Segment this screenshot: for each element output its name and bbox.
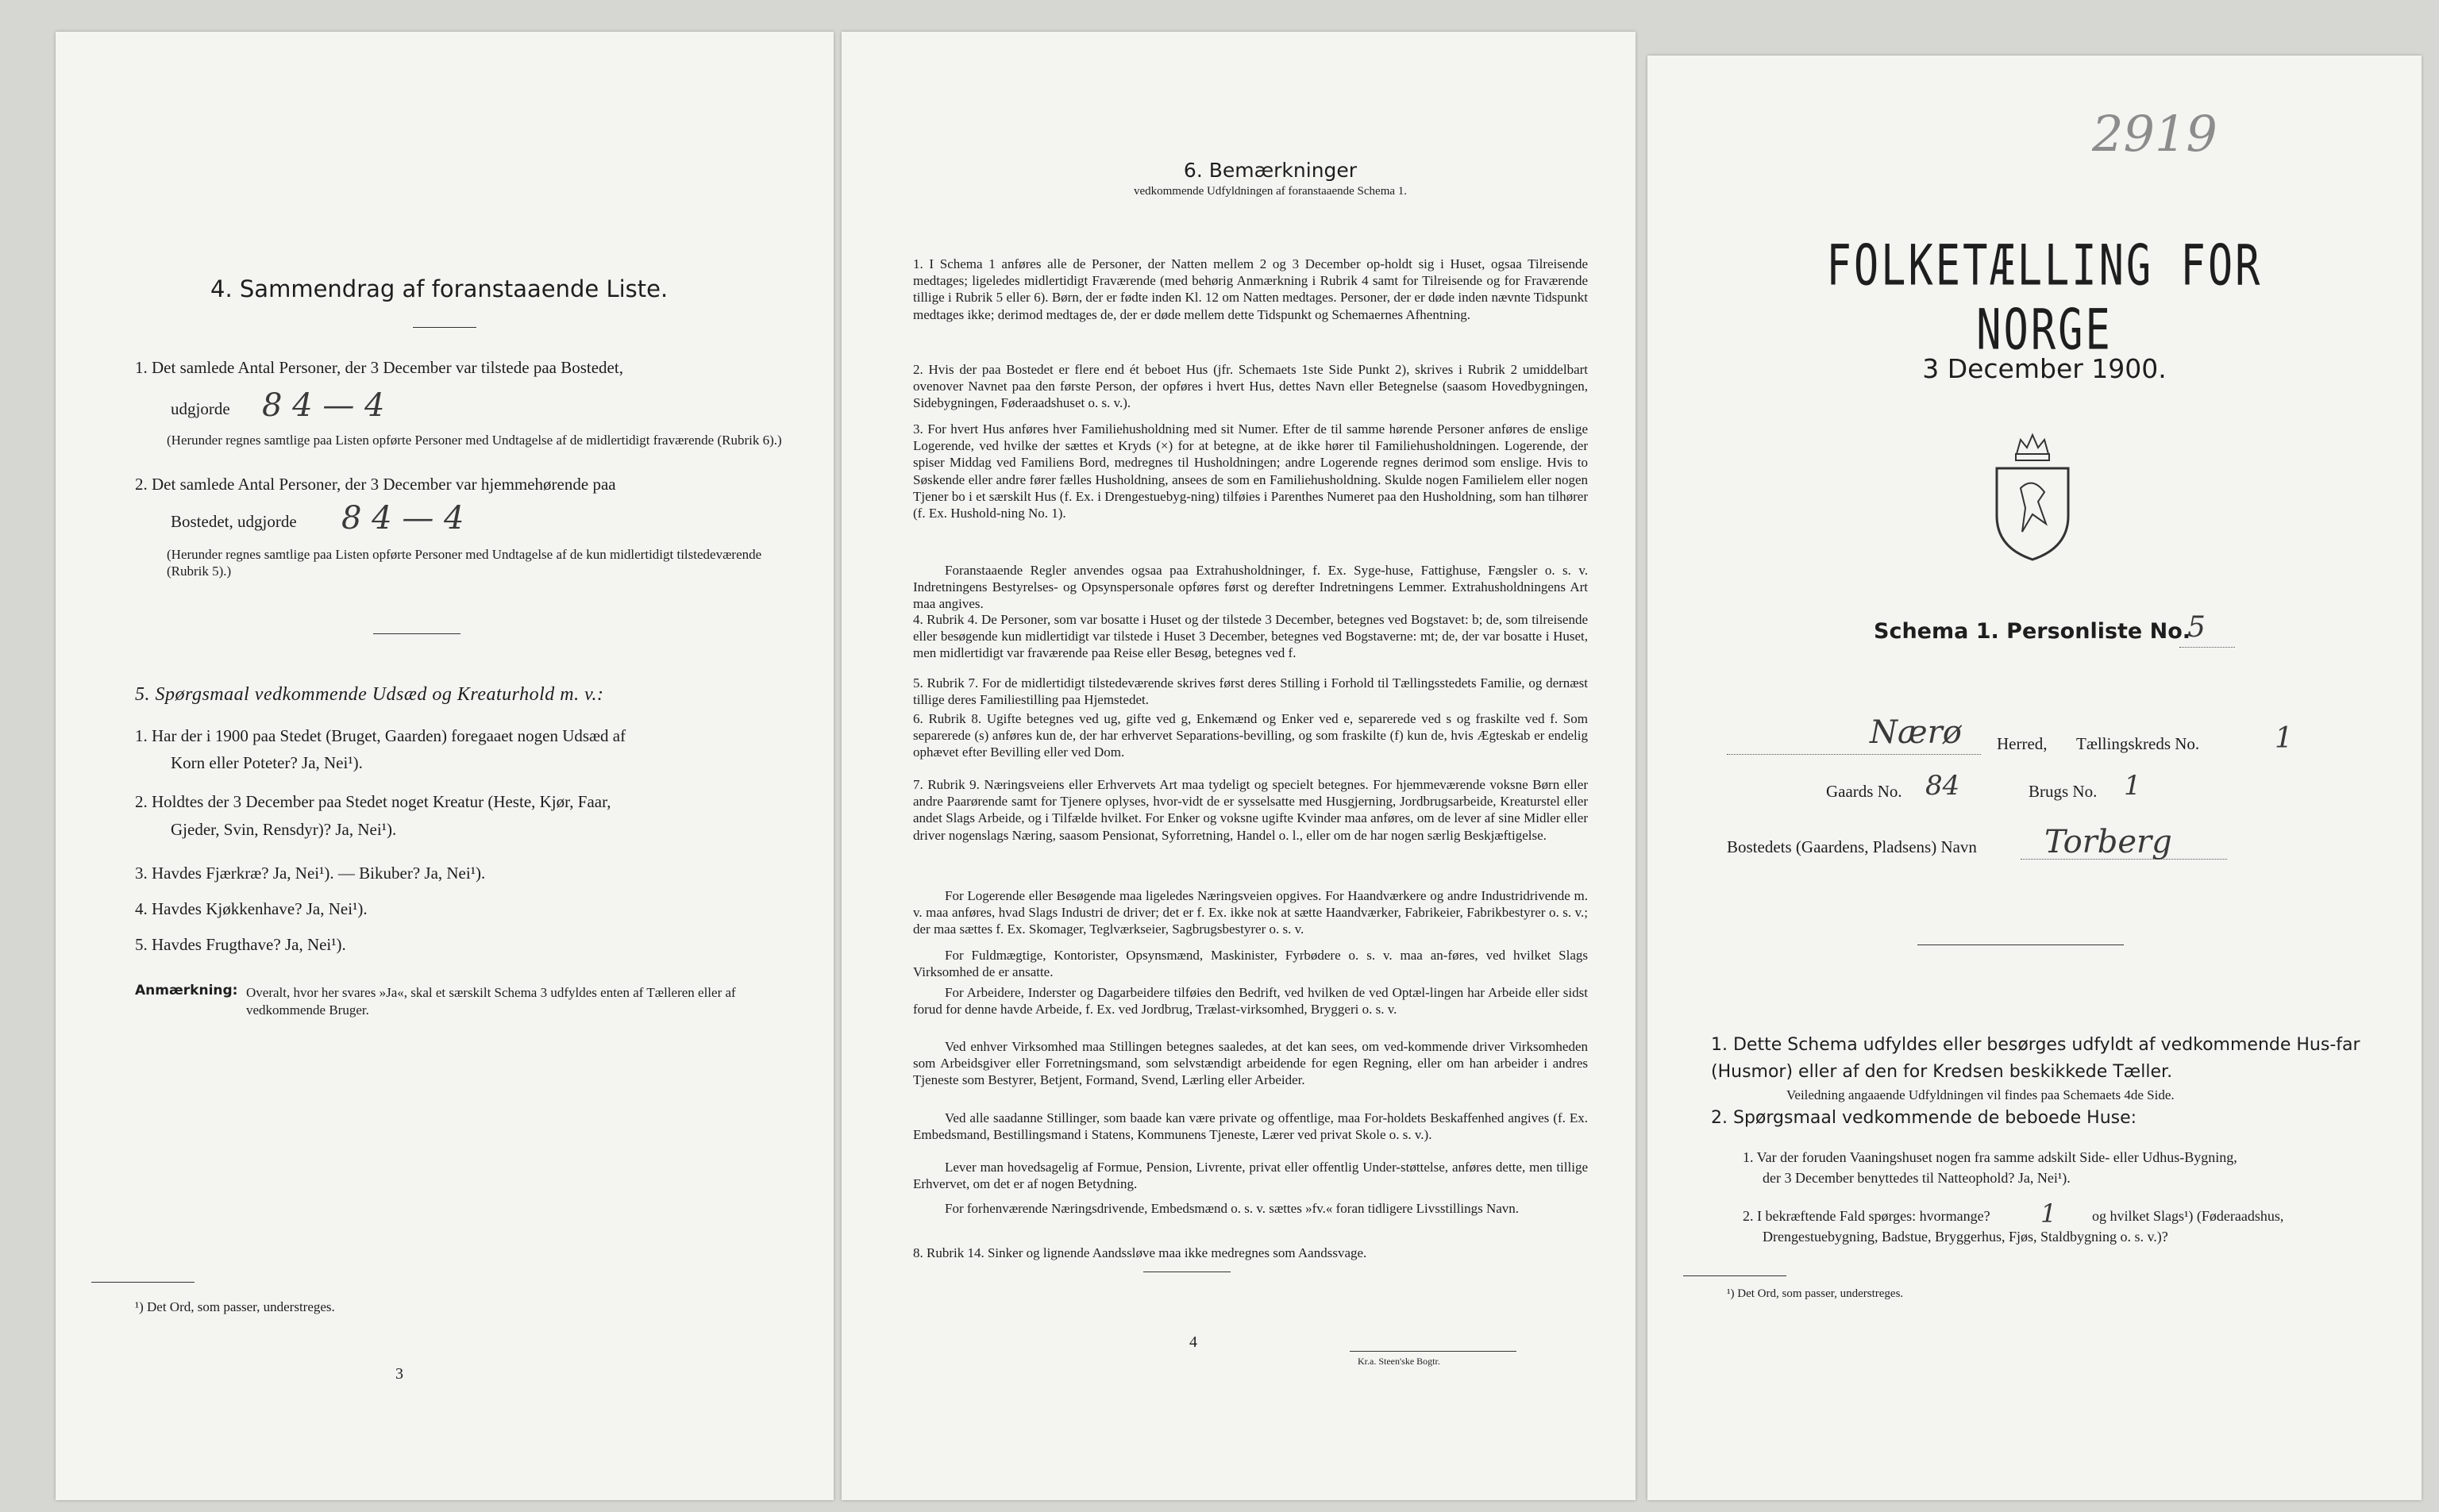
item-2-handwritten: 8 4 — 4: [341, 500, 464, 537]
footnote-rule: [1683, 1275, 1786, 1276]
instruction-2: 2. Spørgsmaal vedkommende de beboede Huse:: [1711, 1108, 2137, 1128]
schema-number: 5: [2187, 611, 2206, 644]
question-2: 2. Holdtes der 3 December paa Stedet noget Kreatur (Heste, Kjør, Faar,: [135, 792, 611, 811]
herred-label: Herred,: [1997, 734, 2048, 753]
footnote: ¹) Det Ord, som passer, understreges.: [1727, 1287, 1904, 1300]
footnote-rule: [91, 1282, 195, 1283]
remark-paragraph: 3. For hvert Hus anføres hver Familiehusholdning med sit Numer. Efter de til samme hørende Personer anføres de enslige Logerende, ved hvilke der sættes et Kryds (×) for at betegne, at de ikke hører til Familiehusholdningen. Logerende, der spiser Middag ved Familiens Bord, medregnes til Husholdningen; andre Logerende regnes derimod som enslige. Hvis to Søskende eller andre fører fælles Husholdning, ansees de som en Familiehusholdning. Skulde nogen Familielem eller nogen Tjener bo i et særskilt Hus (f. Ex. i Drengestuebyg-ning) tilføies i Parenthes Numeret paa den Husholdning, som han tilhører (f. Ex. Hushold-ning No. 1).: [913, 421, 1588, 521]
divider: [373, 633, 460, 634]
divider: [413, 327, 476, 328]
dotted-line: [2179, 647, 2235, 648]
brugs-number: 1: [2124, 770, 2141, 802]
question-3: 3. Havdes Fjærkræ? Ja, Nei¹). — Bikuber? Ja, Nei¹).: [135, 864, 486, 883]
remark-paragraph: Ved alle saadanne Stillinger, som baade kan være private og offentlige, maa For-holdets Beskaffenhed angives (f. Ex. Embedsmand, Bestillingsmand i Statens, Kommunens Tjeneste, Lærer ved privat Skole o. s. v.).: [913, 1110, 1588, 1143]
schema-label: Schema 1. Personliste No.: [1874, 619, 2191, 644]
printer-imprint: Kr.a. Steen'ske Bogtr.: [1358, 1356, 1440, 1367]
brugs-label: Brugs No.: [2029, 782, 2098, 801]
page-right: [1647, 56, 2422, 1500]
bosted-label: Bostedets (Gaardens, Pladsens) Navn: [1727, 837, 1977, 856]
gaard-number: 84: [1925, 770, 1960, 802]
kreds-number: 1: [2275, 722, 2293, 755]
remark-paragraph: 6. Rubrik 8. Ugifte betegnes ved ug, gifte ved g, Enkemænd og Enker ved e, separerede ved s og fraskilte ved f. Som separerede (s) anføres kun de, der har erhvervet Separations-bevilling, og som fraskilte (f) kun de, hvis Ægteskab er endelig ophævet efter Bevilling eller ved Dom.: [913, 711, 1588, 760]
remark-paragraph: 8. Rubrik 14. Sinker og lignende Aandssløve maa ikke medregnes som Aandssvage.: [913, 1245, 1367, 1260]
remark-paragraph: For Fuldmægtige, Kontorister, Opsynsmænd, Maskinister, Fyrbødere o. s. v. maa an-føres, ved hvilket Slags Virksomhed de er ansatte.: [913, 948, 1588, 980]
printer-rule: [1350, 1351, 1516, 1352]
remark-paragraph: 7. Rubrik 9. Næringsveiens eller Erhvervets Art maa tydeligt og specielt betegnes. For hjemmeværende voksne Børn eller andre Paarørende samt for Tjenere oplyses, hvor-vidt de er sysselsatte med Husgjerning, Jordbrugsarbeide, Kreaturstel eller andet Slags Arbeide, og i Tilfælde hvilket. For Enker og voksne ugifte Kvinder maa anføres, om de lever af sine Midler eller driver nogenslags Næring, saasom Pensionat, Syforretning, Handel o. l., eller om de har nogen særlig Beskjæftigelse.: [913, 777, 1588, 843]
page-left: [56, 32, 834, 1500]
coat-of-arms-icon: [1989, 429, 2076, 564]
remark-paragraph: 5. Rubrik 7. For de midlertidigt tilstedeværende skrives først deres Stilling i Forhold til Tællingsstedets Familie, og dernæst tillige deres Familiestilling paa Hjemstedet.: [913, 675, 1588, 708]
section-5-heading: 5. Spørgsmaal vedkommende Udsæd og Kreaturhold m. v.:: [135, 684, 604, 705]
item-1-handwritten: 8 4 — 4: [262, 387, 385, 424]
remark-paragraph: For Logerende eller Besøgende maa ligeledes Næringsveien opgives. For Haandværkere og andre Industridrivende m. v. maa anføres, hvad Slags Industri de driver; det er f. Ex. ikke nok at sætte Haandværker, Fabrikeier, Fabrikbestyrer o. s. v.; der maa sættes f. Ex. Skomager, Teglværkseier, Sagbrugsbestyrer o. s. v.: [913, 888, 1588, 937]
house-question-2c: Drengestuebygning, Badstue, Bryggerhus, Fjøs, Staldbygning o. s. v.)?: [1763, 1229, 2168, 1245]
item-1-line1: 1. Det samlede Antal Personer, der 3 December var tilstede paa Bostedet,: [135, 358, 623, 377]
house-question-2-answer: 1: [2040, 1198, 2057, 1229]
item-2-line2: Bostedet, udgjorde: [171, 512, 297, 531]
bosted-value: Torberg: [2044, 824, 2172, 860]
dotted-line: [2021, 859, 2227, 860]
question-5: 5. Havdes Frugthave? Ja, Nei¹).: [135, 935, 346, 954]
house-question-2a: 2. I bekræftende Fald spørges: hvormange?: [1743, 1208, 1990, 1224]
remark-paragraph: Foranstaaende Regler anvendes ogsaa paa Extrahusholdninger, f. Ex. Syge-huse, Fattighuse, Fængsler o. s. v. Indretningens Bestyrelses- og Opsynspersonale opføres først og derefter Indretningens Lemmer. Extrahusholdningens Art maa angives.: [913, 563, 1588, 612]
question-4: 4. Havdes Kjøkkenhave? Ja, Nei¹).: [135, 899, 368, 918]
remark-paragraph: 1. I Schema 1 anføres alle de Personer, der Natten mellem 2 og 3 December op-holdt sig i Huset, ogsaa Tilreisende medtages; ligeledes midlertidigt Fraværende (med behørig Anmærkning i Rubrik 4 samt for Tilreisende og for Fraværende tillige i Rubrik 5 eller 6). Børn, der er fødte inden Kl. 12 om Natten medtages. Personer, der er døde inden nævnte Tidspunkt medtages ikke; derimod medtages de, der er døde mellem dette Tidspunkt og Schemaernes Afhentning.: [913, 256, 1588, 322]
house-question-1b: der 3 December benyttedes til Natteophold? Ja, Nei¹).: [1763, 1170, 2071, 1186]
section-6-heading: 6. Bemærkninger: [1183, 159, 1358, 182]
section-4-heading: 4. Sammendrag af foranstaaende Liste.: [210, 275, 669, 302]
annotation-text: Overalt, hvor her svares »Ja«, skal et særskilt Schema 3 udfyldes enten af Tælleren eller af vedkommende Bruger.: [246, 985, 736, 1018]
question-1-cont: Korn eller Poteter? Ja, Nei¹).: [171, 753, 363, 772]
archive-number: 2919: [2092, 105, 2217, 163]
census-title: FOLKETÆLLING FOR NORGE: [1826, 234, 2263, 363]
page-number: 4: [1189, 1333, 1197, 1351]
remark-paragraph: 2. Hvis der paa Bostedet er flere end ét beboet Hus (jfr. Schemaets 1ste Side Punkt 2), skrives i Rubrik 2 umiddelbart ovenover Navnet paa den første Person, der opføres i hvert Hus, dettes Navn eller Betegnelse (saasom Hovedbygningen, Sidebygningen, Føderaadshuset o. s. v.).: [913, 362, 1588, 411]
question-2-cont: Gjeder, Svin, Rensdyr)? Ja, Nei¹).: [171, 820, 397, 839]
annotation-label: Anmærkning:: [135, 983, 238, 998]
house-question-1a: 1. Var der foruden Vaaningshuset nogen fra samme adskilt Side- eller Udhus-Bygning,: [1743, 1149, 2237, 1165]
page-middle: [842, 32, 1636, 1500]
herred-value: Nærø: [1870, 714, 1962, 751]
remark-paragraph: Ved enhver Virksomhed maa Stillingen betegnes saaledes, at det kan sees, om ved-kommende driver Virksomheden som Arbeidsgiver eller Forretningsmand, som selvstændigt arbeidende for egen Regning, eller om han arbeider i andres Tjeneste som Bestyrer, Betjent, Formand, Svend, Lærling eller Arbeider.: [913, 1039, 1588, 1088]
instruction-1: 1. Dette Schema udfyldes eller besørges udfyldt af vedkommende Hus-far (Husmor) eller af den for Kredsen beskikkede Tæller.: [1711, 1035, 2360, 1082]
item-2-note: (Herunder regnes samtlige paa Listen opførte Personer med Undtagelse af de kun midlertidigt tilstedeværende (Rubrik 5).): [167, 547, 762, 579]
item-2-line1: 2. Det samlede Antal Personer, der 3 December var hjemmehørende paa: [135, 475, 616, 494]
footnote: ¹) Det Ord, som passer, understreges.: [135, 1299, 335, 1314]
census-date: 3 December 1900.: [1922, 353, 2167, 384]
remark-paragraph: For Arbeidere, Inderster og Dagarbeidere tilføies den Bedrift, ved hvilken de ved Optæl-lingen har Arbeide eller sidst forud for denne havde Arbeide, f. Ex. ved Jordbrug, Trælast-virksomhed, Bryggeri o. s. v.: [913, 985, 1588, 1018]
question-1: 1. Har der i 1900 paa Stedet (Bruget, Gaarden) foregaaet nogen Udsæd af: [135, 726, 626, 745]
remark-paragraph: Lever man hovedsagelig af Formue, Pension, Livrente, privat eller offentlig Under-støttelse, anføres dette, men tillige Erhvervet, om det er af nogen Betydning.: [913, 1160, 1588, 1192]
remark-paragraph: For forhenværende Næringsdrivende, Embedsmænd o. s. v. sættes »fv.« foran tidligere Livsstillings Navn.: [945, 1201, 1520, 1216]
instruction-1-note: Veiledning angaaende Udfyldningen vil findes paa Schemaets 4de Side.: [1786, 1087, 2175, 1102]
item-1-line2: udgjorde: [171, 399, 230, 418]
house-question-2b: og hvilket Slags¹) (Føderaadshus,: [2092, 1208, 2284, 1224]
remark-paragraph: 4. Rubrik 4. De Personer, som var bosatte i Huset og der tilstede 3 December, betegnes ved Bogstavet: b; de, som tilreisende eller besøgende kun midlertidigt var tilstede i Huset 3 December, betegnes ved Bogstaverne: mt; de, der var bosatte i Huset, men midlertidigt var fraværende paa Reise eller Besøg, betegnes ved f.: [913, 612, 1588, 661]
gaard-label: Gaards No.: [1826, 782, 1902, 801]
section-6-subheading: vedkommende Udfyldningen af foranstaaende Schema 1.: [1133, 185, 1408, 198]
kreds-label: Tællingskreds No.: [2076, 734, 2200, 753]
page-number: 3: [395, 1365, 403, 1383]
dotted-line: [1727, 754, 1981, 755]
item-1-note: (Herunder regnes samtlige paa Listen opførte Personer med Undtagelse af de midlertidigt fraværende (Rubrik 6).): [167, 433, 782, 448]
